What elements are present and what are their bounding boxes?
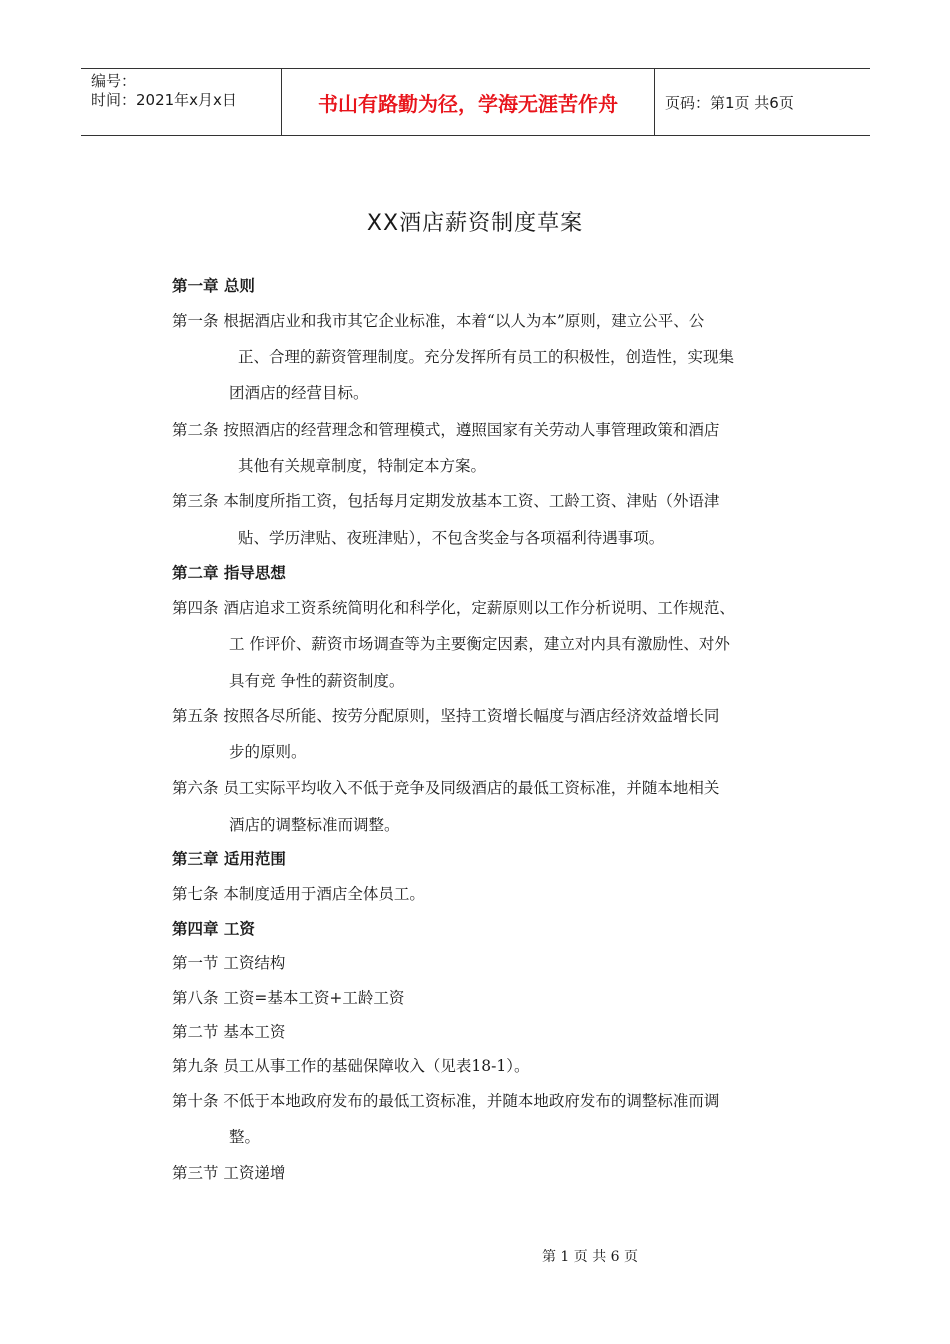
document-header: [81, 68, 870, 136]
article-line: 第一条 根据酒店业和我市其它企业标准，本着“以人为本”原则，建立公平、公: [172, 312, 705, 330]
header-page-info: 页码：第1页 共6页: [665, 93, 794, 112]
article-line: 整。: [229, 1128, 261, 1146]
article-line: 第二条 按照酒店的经营理念和管理模式，遵照国家有关劳动人事管理政策和酒店: [172, 421, 720, 439]
article-line: 其他有关规章制度，特制定本方案。: [238, 457, 487, 475]
article-line: 贴、学历津贴、夜班津贴），不包含奖金与各项福利待遇事项。: [238, 529, 665, 547]
header-motto: 书山有路勤为径，学海无涯苦作舟: [282, 69, 655, 135]
article-line: 第八条 工资=基本工资+工龄工资: [172, 989, 405, 1007]
article-line: 具有竞 争性的薪资制度。: [229, 672, 405, 690]
chapter-heading: 第二章 指导思想: [172, 564, 286, 582]
article-line: 第七条 本制度适用于酒店全体员工。: [172, 885, 425, 903]
page-footer: 第 1 页 共 6 页: [541, 1249, 639, 1265]
article-line: 第十条 不低于本地政府发布的最低工资标准，并随本地政府发布的调整标准而调: [172, 1092, 720, 1110]
date-label: 时间：2021年x月x日: [91, 91, 237, 109]
article-line: 步的原则。: [229, 743, 307, 761]
article-line: 正、合理的薪资管理制度。充分发挥所有员工的积极性，创造性，实现集: [238, 348, 735, 366]
chapter-heading: 第一章 总则: [172, 277, 255, 295]
chapter-heading: 第三章 适用范围: [172, 850, 286, 868]
chapter-heading: 第四章 工资: [172, 920, 255, 938]
section-heading: 第二节 基本工资: [172, 1023, 286, 1041]
article-line: 工 作评价、薪资市场调查等为主要衡定因素，建立对内具有激励性、对外: [229, 635, 730, 653]
header-meta: [81, 69, 282, 135]
number-label: 编号：: [91, 72, 137, 90]
section-heading: 第三节 工资递增: [172, 1164, 286, 1182]
article-line: 酒店的调整标准而调整。: [229, 816, 400, 834]
article-line: 第五条 按照各尽所能、按劳分配原则，坚持工资增长幅度与酒店经济效益增长同: [172, 707, 720, 725]
article-line: 第六条 员工实际平均收入不低于竞争及同级酒店的最低工资标准，并随本地相关: [172, 779, 720, 797]
article-line: 第九条 员工从事工作的基础保障收入（见表18-1）。: [172, 1057, 530, 1075]
document-title: XX酒店薪资制度草案: [366, 211, 584, 236]
article-line: 第三条 本制度所指工资，包括每月定期发放基本工资、工龄工资、津贴（外语津: [172, 492, 720, 510]
article-line: 第四条 酒店追求工资系统简明化和科学化，定薪原则以工作分析说明、工作规范、: [172, 599, 735, 617]
section-heading: 第一节 工资结构: [172, 954, 286, 972]
article-line: 团酒店的经营目标。: [229, 384, 369, 402]
